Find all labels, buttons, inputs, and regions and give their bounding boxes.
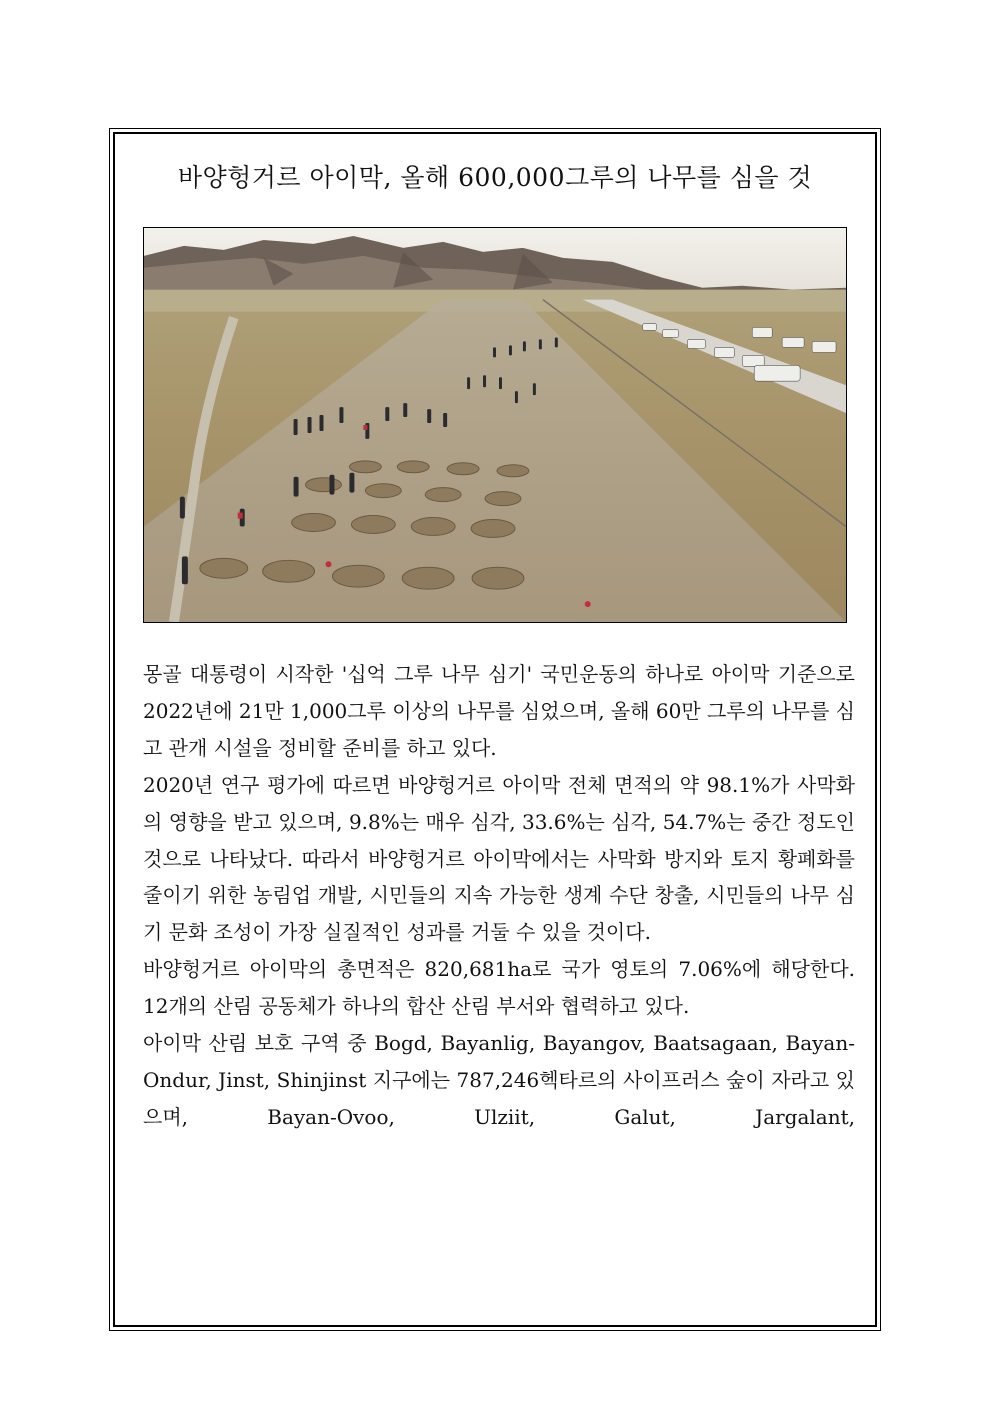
paragraph-1: 몽골 대통령이 시작한 '십억 그루 나무 심기' 국민운동의 하나로 아이막 기준으로 2022년에 21만 1,000그루 이상의 나무를 심었으며, 올해 60만 그루의 나무를 심고 관개 시설을 정비할 준비를 하고 있다. — [143, 662, 855, 760]
paragraph-3: 바양헝거르 아이막의 총면적은 820,681ha로 국가 영토의 7.06%에 해당한다. 12개의 산림 공동체가 하나의 합산 산림 부서와 협력하고 있다. — [143, 957, 855, 1019]
tree-planting-photo — [143, 227, 847, 623]
article-body — [143, 656, 855, 1136]
paragraph-2: 2020년 연구 평가에 따르면 바양헝거르 아이막 전체 면적의 약 98.1%가 사막화의 영향을 받고 있으며, 9.8%는 매우 심각, 33.6%는 심각, 54.7%는 중간 정도인 것으로 나타났다. 따라서 바양헝거르 아이막에서는 사막화 방지와 토지 황폐화를 줄이기 위한 농림업 개발, 시민들의 지속 가능한 생계 수단 창출, 시민들의 나무 심기 문화 조성이 가장 실질적인 성과를 거둘 수 있을 것이다. — [143, 772, 855, 945]
article-title: 바양헝거르 아이막, 올해 600,000그루의 나무를 심을 것 — [177, 163, 813, 192]
paragraph-4: 아이막 산림 보호 구역 중 Bogd, Bayanlig, Bayangov, Baatsagaan, Bayan-Ondur, Jinst, Shinjinst 지구에는 787,246헥타르의 사이프러스 숲이 자라고 있으며, Bayan-Ovoo, Ulziit, Galut, Jargalant, — [143, 1031, 855, 1129]
